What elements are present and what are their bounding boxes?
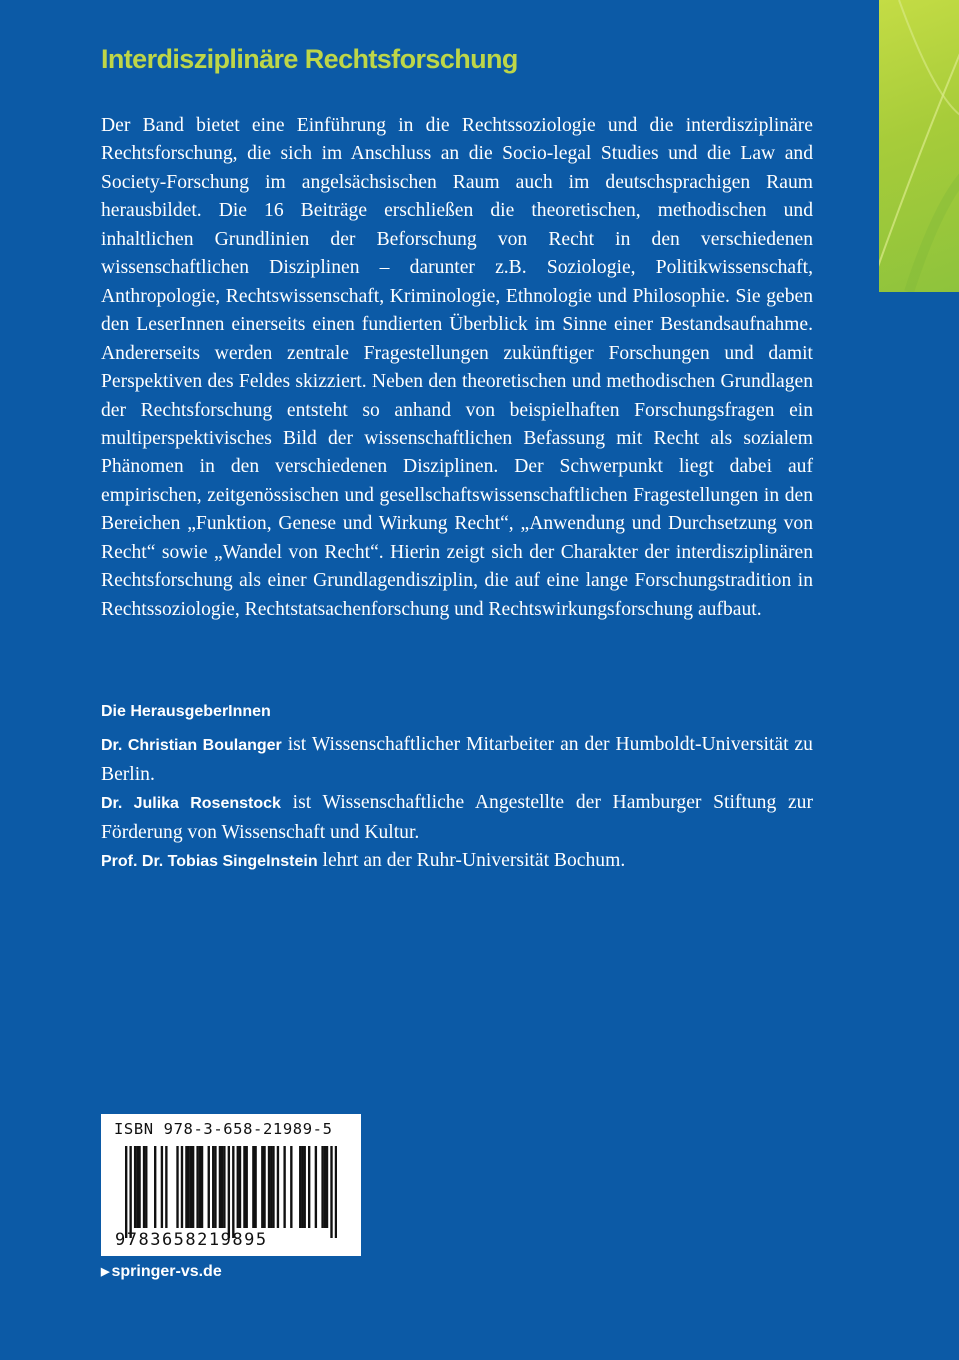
barcode-bar	[228, 1146, 230, 1238]
barcode-bar	[145, 1146, 147, 1228]
barcode-bar	[129, 1146, 131, 1238]
barcode-bar	[268, 1146, 270, 1228]
back-cover-title: Interdisziplinäre Rechtsforschung	[101, 44, 518, 74]
editors-heading: Die HerausgeberInnen	[101, 703, 271, 720]
barcode-bar	[335, 1146, 337, 1238]
barcode-bar	[324, 1146, 326, 1228]
barcode-bar	[136, 1146, 138, 1228]
barcode-bar	[125, 1146, 127, 1238]
editor-name: Dr. Julika Rosenstock	[101, 795, 281, 813]
barcode-bar	[326, 1146, 328, 1228]
barcode-bar	[176, 1146, 178, 1228]
editor-description: lehrt an der Ruhr-Universität Bochum.	[317, 850, 626, 872]
barcode-number: 9783658219895	[115, 1230, 268, 1250]
barcode-bar	[304, 1146, 306, 1228]
editor-name: Dr. Christian Boulanger	[101, 737, 282, 754]
editor-description: ist Wissenschaftliche Angestellte der Hamburger Stiftung zur Förderung von Wissenschaft und Kultur.	[101, 792, 813, 843]
arrow-right-icon: ▶	[101, 1266, 110, 1278]
barcode-bar	[252, 1146, 254, 1228]
barcode-bar	[232, 1146, 234, 1238]
barcode-bar	[263, 1146, 265, 1228]
barcode-bar	[161, 1146, 163, 1228]
barcode-bar	[196, 1146, 198, 1228]
barcode-bar	[199, 1146, 201, 1228]
editor-entry	[101, 789, 813, 847]
barcode-bar	[165, 1146, 167, 1228]
barcode-bar	[201, 1146, 203, 1228]
barcode-bar	[239, 1146, 241, 1228]
barcode-bar	[290, 1146, 292, 1228]
barcode-bar	[301, 1146, 303, 1228]
isbn-label: ISBN 978-3-658-21989-5	[114, 1120, 333, 1138]
barcode-bar	[138, 1146, 140, 1228]
barcode-bar	[221, 1146, 223, 1228]
barcode-bar	[243, 1146, 245, 1228]
editor-name: Prof. Dr. Tobias Singelnstein	[101, 853, 318, 871]
barcode-bar	[277, 1146, 279, 1228]
barcode-bar	[270, 1146, 272, 1228]
barcode-bar	[134, 1146, 136, 1228]
barcode-bar	[237, 1146, 239, 1228]
barcode-bar	[223, 1146, 225, 1228]
barcode-bar	[192, 1146, 194, 1228]
editors-list	[101, 731, 813, 877]
editor-description: ist Wissenschaftlicher Mitarbeiter an der Humboldt-Universität zu Berlin.	[101, 734, 813, 785]
barcode-bar	[208, 1146, 210, 1228]
barcode-bar	[321, 1146, 323, 1228]
barcode-bar	[283, 1146, 285, 1228]
book-description: Der Band bietet eine Einführung in die Rechtssoziologie und die interdisziplinäre Rechtsforschung, die sich im Anschluss an die Socio-legal Studies und die Law and Society-Forschung im angelsächsischen Raum auch im deutschsprachigen Raum herausbildet. Die 16 Beiträge erschließen die theoretischen, methodischen und inhaltlichen Grundlinien der Beforschung von Recht in den verschiedenen wissenschaftlichen Disziplinen – darunter z.B. Soziologie, Politikwissenschaft, Anthropologie, Rechtswissenschaft, Kriminologie, Ethnologie und Philosophie. Sie geben den LeserInnen einerseits einen fundierten Überblick im Sinne einer Bestandsaufnahme. Andererseits werden zentrale Fragestellungen zukünftiger Forschungen und damit Perspektiven des Feldes skizziert. Neben den theoretischen und methodischen Grundlagen der Rechtsforschung entsteht so anhand von beispielhaften Forschungsfragen ein multiperspektivisches Bild der wissenschaftlichen Befassung mit Recht als sozialem Phänomen in den verschiedenen Disziplinen. Der Schwerpunkt liegt dabei auf empirischen, zeitgenössischen und gesellschaftswissenschaftlichen Fragestellungen in den Bereichen „Funktion, Genese und Wirkung Recht“, „Anwendung und Durchsetzung von Recht“ sowie „Wandel von Recht“. Hierin zeigt sich der Charakter der interdisziplinären Rechtsforschung als einer Grundlagendisziplin, die auf eine lange Forschungstradition in Rechtssoziologie, Rechtstatsachenforschung und Rechtswirkungsforschung aufbaut.	[101, 115, 813, 620]
isbn-barcode	[101, 1114, 361, 1256]
barcode-bar	[272, 1146, 274, 1228]
barcode-bar	[154, 1146, 156, 1228]
editor-entry	[101, 847, 813, 877]
barcode-bar	[315, 1146, 317, 1228]
barcode-bar	[143, 1146, 145, 1228]
editor-entry	[101, 731, 813, 789]
barcode-bar	[190, 1146, 192, 1228]
barcode-bar	[299, 1146, 301, 1228]
barcode-bar	[219, 1146, 221, 1228]
barcode-bar	[212, 1146, 214, 1228]
barcode-bar	[214, 1146, 216, 1228]
barcode-bar	[308, 1146, 310, 1228]
website-text: springer-vs.de	[111, 1263, 222, 1280]
barcode-bars	[125, 1146, 337, 1238]
stripe-arcs-decoration	[879, 0, 959, 292]
barcode-bar	[246, 1146, 248, 1228]
barcode-bar	[181, 1146, 183, 1228]
barcode-bar	[261, 1146, 263, 1228]
barcode-bar	[187, 1146, 189, 1228]
website-link[interactable]	[101, 1263, 222, 1281]
barcode-bar	[254, 1146, 256, 1228]
barcode-bar	[185, 1146, 187, 1228]
barcode-bar	[330, 1146, 332, 1238]
decorative-green-stripe	[879, 0, 959, 292]
